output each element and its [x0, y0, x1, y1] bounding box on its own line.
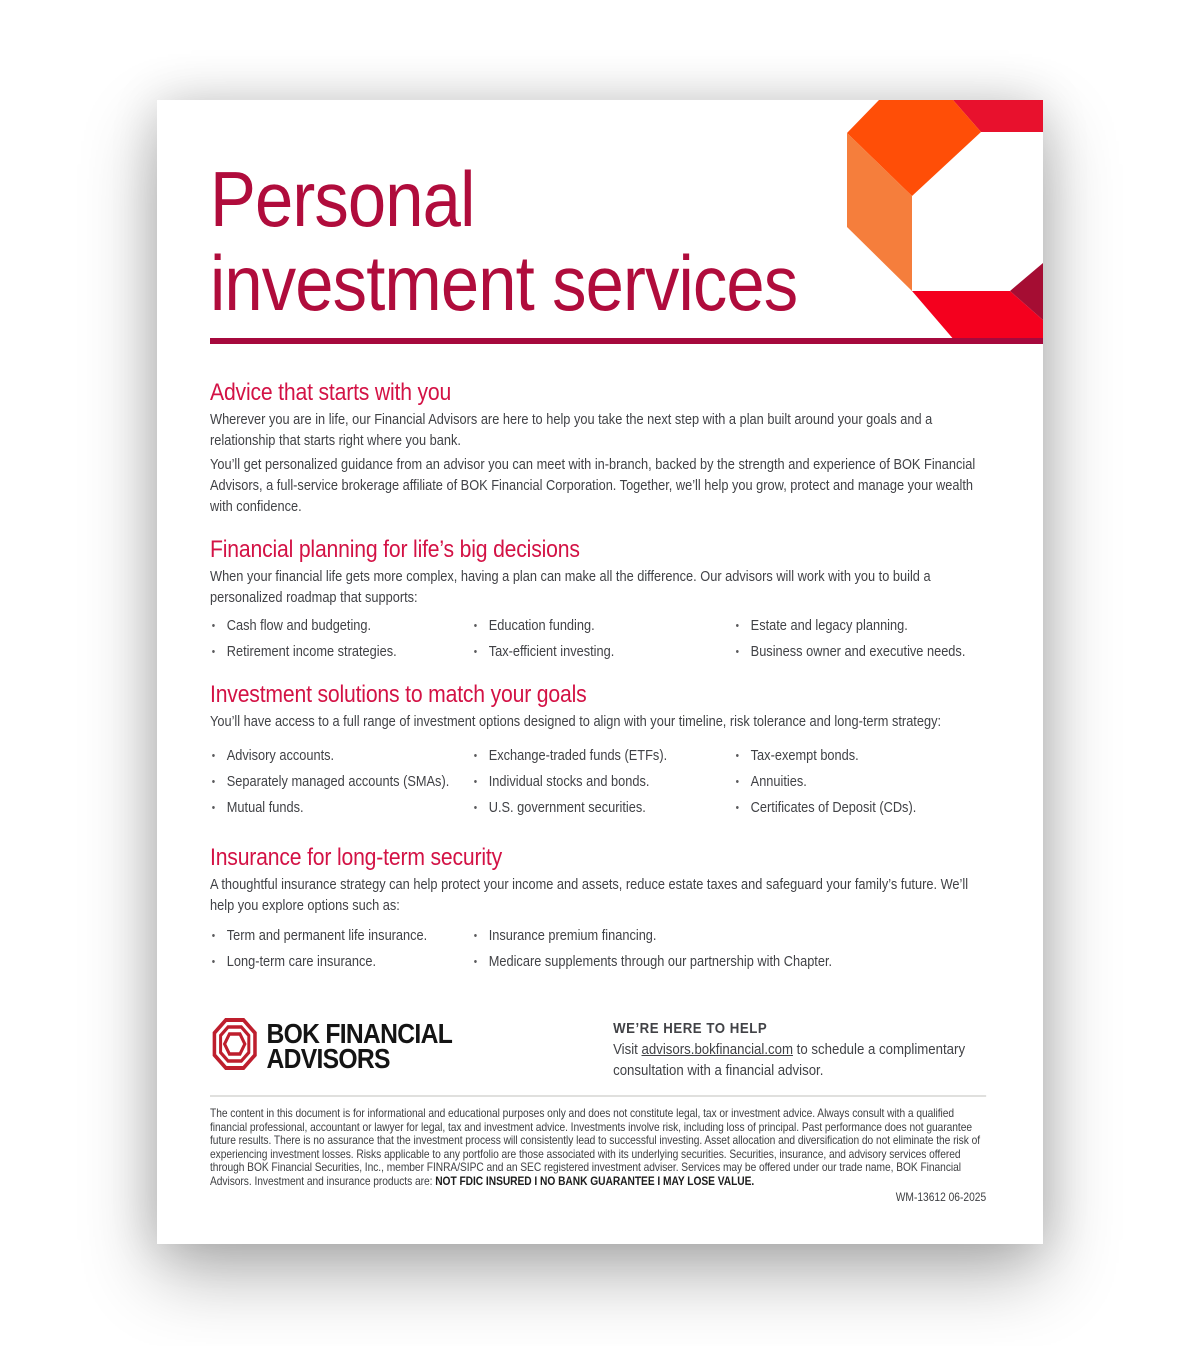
section-insurance-paragraph: A thoughtful insurance strategy can help protect your income and assets, reduce estate taxes and safeguard your family’s future. We’ll help you explore options such as:	[210, 877, 969, 914]
bullet-item: • U.S. government securities.	[472, 795, 734, 821]
bullet-item: • Mutual funds.	[210, 795, 472, 821]
section-financial-planning-heading: Financial planning for life’s big decisions	[210, 536, 580, 563]
document-code: WM-13612 06-2025	[895, 1191, 987, 1204]
bullet-item: • Tax-efficient investing.	[472, 639, 734, 665]
bullet-item: • Insurance premium financing.	[472, 923, 986, 949]
page-title-line1: Personal	[210, 155, 475, 243]
section-financial-planning	[210, 535, 986, 665]
bullet-item: • Exchange-traded funds (ETFs).	[472, 743, 734, 769]
page-title-line2: investment services	[210, 239, 798, 327]
disclaimer-text: The content in this document is for informational and educational purposes only and does not constitute legal, tax or investment advice. Always consult with a qualified financial professional, accountant or lawyer for legal, tax and investment advice. Investments involve risk, including loss of principal. Past performance does not guarantee future results. There is no assurance that the investment process will consistently lead to successful investing. Asset allocation and diversification do not eliminate the risk of experiencing investment losses. Risks applicable to any portfolio are those associated with its underlying securities. Securities, insurance, and advisory services offered through BOK Financial Securities, Inc., member FINRA/SIPC and an SEC registered investment adviser. Services may be offered under our trade name, BOK Financial Advisors. Investment and insurance products are: NOT FDIC INSURED I NO BANK GUARANTEE I MAY LOSE VALUE.	[210, 1107, 981, 1188]
help-heading: WE’RE HERE TO HELP	[613, 1020, 768, 1037]
bok-financial-wordmark: BOK FINANCIAL ADVISORS	[266, 1018, 453, 1074]
help-block	[613, 1018, 986, 1081]
bullet-item: • Retirement income strategies.	[210, 639, 472, 665]
section-advice-paragraph-2: You’ll get personalized guidance from an advisor you can meet with in-branch, backed by the strength and experience of BOK Financial Advisors, a full-service brokerage affiliate of BOK Financial Corporation. Together, we’ll help you grow, protect and manage your wealth with confidence.	[210, 457, 976, 515]
insurance-bullets	[210, 923, 986, 975]
fdic-notice: NOT FDIC INSURED I NO BANK GUARANTEE I MAY LOSE VALUE.	[435, 1174, 755, 1188]
bullet-item: • Medicare supplements through our partnership with Chapter.	[472, 949, 986, 975]
bullet-item: • Business owner and executive needs.	[734, 639, 986, 665]
bullet-item: • Tax-exempt bonds.	[734, 743, 986, 769]
page-title	[210, 157, 986, 325]
bok-financial-advisors-logo	[210, 1018, 613, 1081]
advisors-link[interactable]: advisors.bokfinancial.com	[641, 1041, 793, 1058]
bullet-item: • Individual stocks and bonds.	[472, 769, 734, 795]
section-advice	[210, 378, 986, 518]
section-advice-paragraph-1: Wherever you are in life, our Financial Advisors are here to help you take the next step with a plan built around your goals and a relationship that starts right where you bank.	[210, 412, 933, 449]
bullet-item: • Long-term care insurance.	[210, 949, 472, 975]
bullet-item: • Separately managed accounts (SMAs).	[210, 769, 472, 795]
section-investment-solutions	[210, 680, 986, 821]
section-insurance-heading: Insurance for long-term security	[210, 844, 503, 871]
footer	[210, 1018, 986, 1081]
bullet-item: • Advisory accounts.	[210, 743, 472, 769]
section-investment-solutions-paragraph: You’ll have access to a full range of investment options designed to align with your timeline, risk tolerance and long-term strategy:	[210, 714, 942, 730]
footer-divider	[210, 1095, 986, 1097]
bullet-item: • Cash flow and budgeting.	[210, 613, 472, 639]
bullet-item: • Certificates of Deposit (CDs).	[734, 795, 986, 821]
help-text: Visit advisors.bokfinancial.com to schedule a complimentary consultation with a financial advisor.	[613, 1041, 966, 1079]
bullet-item: • Education funding.	[472, 613, 734, 639]
bullet-item: • Estate and legacy planning.	[734, 613, 986, 639]
investment-solutions-bullets	[210, 743, 986, 821]
section-insurance	[210, 843, 986, 975]
section-investment-solutions-heading: Investment solutions to match your goals	[210, 681, 587, 708]
section-financial-planning-paragraph: When your financial life gets more complex, having a plan can make all the difference. Our advisors will work with you to build a personalized roadmap that supports:	[210, 569, 931, 606]
document-page	[157, 100, 1043, 1244]
section-advice-heading: Advice that starts with you	[210, 379, 452, 406]
bullet-item: • Term and permanent life insurance.	[210, 923, 472, 949]
financial-planning-bullets	[210, 613, 986, 665]
bok-financial-logo-icon	[210, 1018, 259, 1070]
bullet-item: • Annuities.	[734, 769, 986, 795]
